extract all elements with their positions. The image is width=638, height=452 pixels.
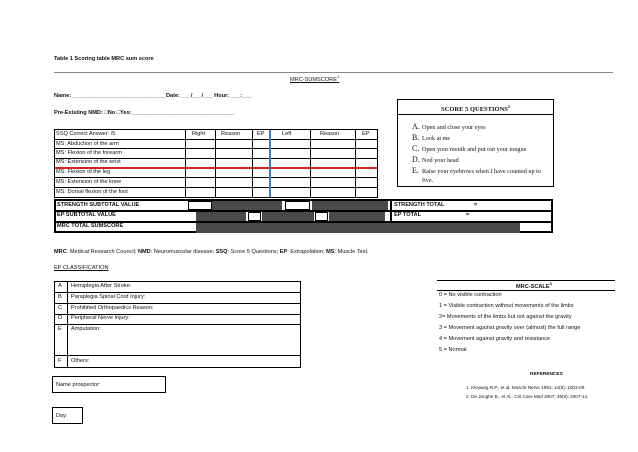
row-divider: [55, 292, 300, 293]
references-title: REFERENCES: [530, 372, 563, 377]
day-label: Day:: [56, 413, 68, 419]
row-divider: [55, 139, 377, 140]
col-header-ep-right: EP: [257, 131, 265, 137]
ep-classification-table: [54, 281, 301, 368]
mrc-scale-item: 3 = Movement against gravity over (almost) the full range: [439, 325, 581, 331]
mrc-scale-item: 4 = Movement against gravity and resistance: [439, 336, 551, 342]
mrc-scale-item: 2= Movements of the limbs but not against the gravity: [439, 314, 572, 320]
mrc-scale-item: 1 = Visible contraction without movements of the limbs: [439, 303, 574, 309]
ep-left-cell[interactable]: [315, 212, 328, 221]
ep-label-hemiplegia[interactable]: Hemiplegia After Stroke:: [71, 283, 132, 289]
col-divider: [215, 130, 216, 197]
col-divider: [310, 130, 311, 197]
strength-left-cell[interactable]: [285, 201, 310, 210]
col-header-reason-left: Reason: [320, 131, 340, 137]
abbreviations-footnote: MRC: Medical Research Council; NMD: Neuromuscular disease; SSQ: Score 5 Questions; EP: Extrapolation; MS: Muscle Test.: [54, 249, 369, 255]
score5-questions-box: [397, 99, 554, 187]
ep-label-amputation[interactable]: Amputation:: [71, 326, 101, 332]
score5-item: five.: [422, 177, 434, 184]
col-divider: [355, 130, 356, 197]
strength-subtotal-label: STRENGTH SUBTOTAL VALUE: [57, 202, 140, 208]
mrc-scale-item: 0 = No visible contraction: [439, 292, 502, 298]
subtotal-section: [54, 199, 553, 233]
strength-subtotal-fill: [212, 201, 282, 210]
title-divider: [54, 72, 613, 73]
ep-subtotal-fill: [262, 212, 314, 221]
ep-right-cell[interactable]: [248, 212, 261, 221]
mrc-scale-title: MRC-SCALE$^3$: [516, 281, 552, 290]
score5-item: A. Open and close your eyes: [412, 122, 486, 131]
score5-list: [412, 122, 541, 187]
name-prospector-label: Name prospector:: [56, 382, 101, 388]
reference-item: 1. Kleyweg R.P., et al. Muscle Nerve 1991; 14(8): 1003-09.: [466, 385, 586, 390]
ep-code-b: B: [58, 294, 62, 300]
mrc-scale-item: 5 = Normal: [439, 347, 467, 353]
row-divider: [55, 324, 300, 325]
ep-label-others[interactable]: Others:: [71, 358, 90, 364]
table-row-flexion-forearm: MS: Flexion of the forearm: [56, 150, 122, 156]
ep-subtotal-fill: [329, 212, 385, 221]
red-row-divider: [55, 167, 377, 169]
blue-col-divider: [269, 130, 271, 197]
totals-divider: [390, 201, 392, 221]
row-divider: [55, 177, 377, 178]
mrc-scale-top-border: [437, 280, 615, 281]
ep-subtotal-fill: [196, 212, 246, 221]
score5-divider: [398, 114, 553, 115]
day-box[interactable]: [52, 407, 83, 424]
row-divider: [55, 148, 377, 149]
score5-item: C. Open your mouth and put out your tongue: [412, 144, 527, 153]
ssq-correct-answer-header[interactable]: SSQ Correct Answer: /5: [56, 131, 116, 137]
ep-code-d: D: [58, 315, 63, 321]
row-divider: [55, 158, 377, 159]
row-divider: [55, 355, 300, 356]
table-row-flexion-leg: MS: Flexion of the leg: [56, 169, 111, 175]
ep-total-label: EP TOTAL: [394, 212, 422, 218]
score5-item: B. Look at me: [412, 133, 451, 142]
strength-right-cell[interactable]: [188, 201, 212, 210]
mrc-scale-list: [439, 293, 580, 359]
strength-total-equals: =: [474, 202, 478, 208]
col-header-right: Right: [192, 131, 206, 137]
score5-item: D. Nod your head: [412, 155, 459, 164]
table-row-dorsal-flexion-foot: MS: Dorsal flexion of the foot: [56, 189, 128, 195]
name-prospector-box[interactable]: [52, 376, 166, 393]
ep-label-peripheral-nerve[interactable]: Peripheral Nerve Injury:: [71, 315, 130, 321]
strength-subtotal-fill: [312, 201, 388, 210]
mrc-total-label: MRC TOTAL SUMSCORE: [57, 223, 124, 229]
col-header-left: Left: [282, 131, 292, 137]
row-divider: [55, 303, 300, 304]
col-header-reason-right: Reason: [221, 131, 241, 137]
table-row-extension-wrist: MS: Extension of the wrist: [56, 159, 121, 165]
ep-classification-title: EP CLASSIFICATION: [54, 265, 109, 271]
mrc-total-fill: [196, 223, 520, 233]
document-title: Table 1 Scoring table MRC sum score: [54, 56, 154, 62]
strength-total-label: STRENGTH TOTAL: [394, 202, 445, 208]
table-row-extension-knee: MS: Extension of the knee: [56, 179, 122, 185]
pre-existing-nmd-line[interactable]: Pre-Existing NMD: □No □Yes:_________________________________: [54, 110, 235, 116]
ep-label-orthopaedics[interactable]: Prohibited Orthopaedics Reason:: [71, 305, 154, 311]
scoring-table: [54, 129, 378, 198]
reference-item: 2. De Jonghe B., et Al.. Crit Care Med 2007; 35(9): 2007-14.: [466, 394, 589, 399]
ep-label-paraplegia[interactable]: Paraplegia Spinal Cord Injury:: [71, 294, 146, 300]
ep-code-f: F: [58, 358, 62, 364]
ep-total-equals: =: [466, 212, 470, 218]
name-date-hour-line[interactable]: Name: ______________________________Date: ___/___/___ Hour: ___:___: [54, 93, 252, 99]
col-divider: [185, 130, 186, 197]
col-divider: [252, 130, 253, 197]
score5-title: SCORE 5 QUESTIONS$^2$: [441, 104, 510, 114]
table-row-abduction-arm: MS: Abduction of the arm: [56, 141, 119, 147]
row-divider: [55, 187, 377, 188]
col-header-ep-left: EP: [362, 131, 370, 137]
score5-item: E. Raise your eyebrows when I have counted up to: [412, 166, 541, 175]
ep-code-e: E: [58, 326, 62, 332]
ep-code-c: C: [58, 305, 63, 311]
ep-subtotal-label: EP SUBTOTAL VALUE: [57, 212, 116, 218]
mrc-sumscore-header: MRC-SUMSCORE$^1$: [290, 74, 340, 83]
ep-code-a: A: [58, 283, 62, 289]
